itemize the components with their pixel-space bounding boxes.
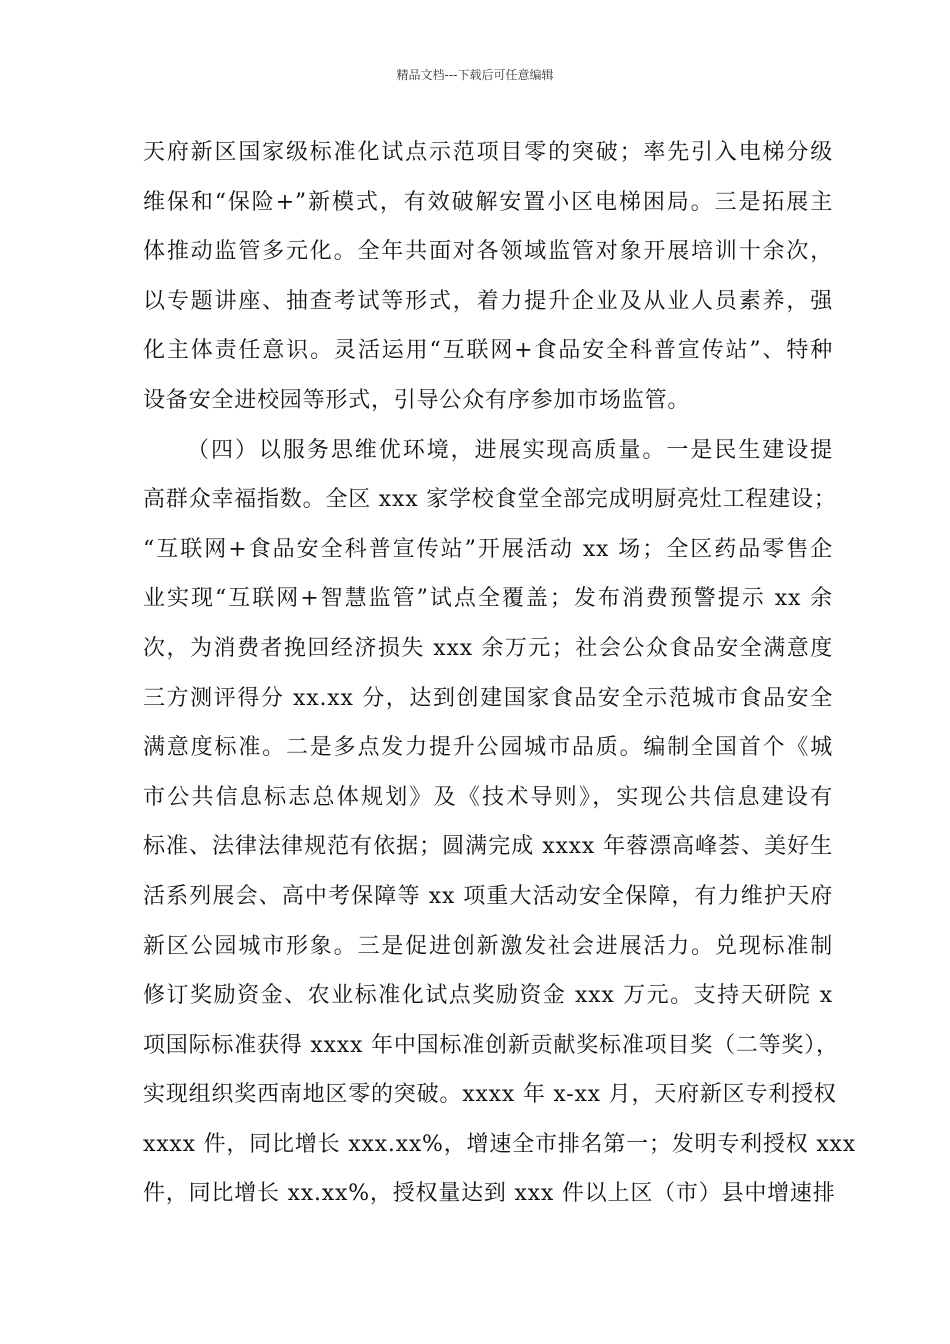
text-line: “互联网+食品安全科普宣传站”开展活动 xx 场；全区药品零售企: [143, 536, 833, 562]
text-line: 体推动监管多元化。全年共面对各领域监管对象开展培训十余次，: [143, 239, 833, 265]
text-line: 标准、法律法律规范有依据；圆满完成 xxxx 年蓉漂高峰荟、美好生: [143, 834, 833, 860]
text-line: 新区公园城市形象。三是促进创新激发社会进展活力。兑现标准制: [143, 933, 833, 959]
text-line: 维保和“保险+”新模式，有效破解安置小区电梯困局。三是拓展主: [143, 189, 833, 215]
text-line: 设备安全进校园等形式，引导公众有序参加市场监管。: [143, 387, 691, 413]
page-header: 精品文档---下载后可任意编辑: [396, 68, 554, 82]
text-line: 市公共信息标志总体规划》及《技术导则》，实现公共信息建设有: [143, 784, 833, 810]
text-line: 高群众幸福指数。全区 xxx 家学校食堂全部完成明厨亮灶工程建设；: [143, 487, 837, 513]
text-line: 三方测评得分 xx.xx 分，达到创建国家食品安全示范城市食品安全: [143, 685, 833, 711]
text-line: xxxx 件，同比增长 xxx.xx%，增速全市排名第一；发明专利授权 xxx: [143, 1131, 856, 1157]
text-line: 天府新区国家级标准化试点示范项目零的突破；率先引入电梯分级: [143, 140, 833, 165]
text-line: 以专题讲座、抽查考试等形式，着力提升企业及从业人员素养，强: [143, 288, 833, 314]
text-line: 化主体责任意识。灵活运用“互联网+食品安全科普宣传站”、特种: [143, 338, 833, 364]
text-line: 项国际标准获得 xxxx 年中国标准创新贡献奖标准项目奖（二等奖），: [143, 1032, 839, 1058]
text-line: （四）以服务思维优环境，进展实现高质量。一是民生建设提: [187, 437, 833, 463]
text-line: 次，为消费者挽回经济损失 xxx 余万元；社会公众食品安全满意度: [143, 635, 833, 661]
text-line: 业实现“互联网+智慧监管”试点全覆盖；发布消费预警提示 xx 余: [143, 586, 833, 612]
document-body: [143, 132, 856, 1223]
text-line: 实现组织奖西南地区零的突破。xxxx 年 x-xx 月，天府新区专利授权: [143, 1082, 837, 1108]
text-line: 件，同比增长 xx.xx%，授权量达到 xxx 件以上区（市）县中增速排: [143, 1181, 836, 1207]
text-line: 修订奖励资金、农业标准化试点奖励资金 xxx 万元。支持天研院 x: [143, 983, 833, 1009]
text-line: 满意度标准。二是多点发力提升公园城市品质。编制全国首个《城: [143, 735, 833, 761]
text-line: 活系列展会、高中考保障等 xx 项重大活动安全保障，有力维护天府: [143, 883, 833, 909]
